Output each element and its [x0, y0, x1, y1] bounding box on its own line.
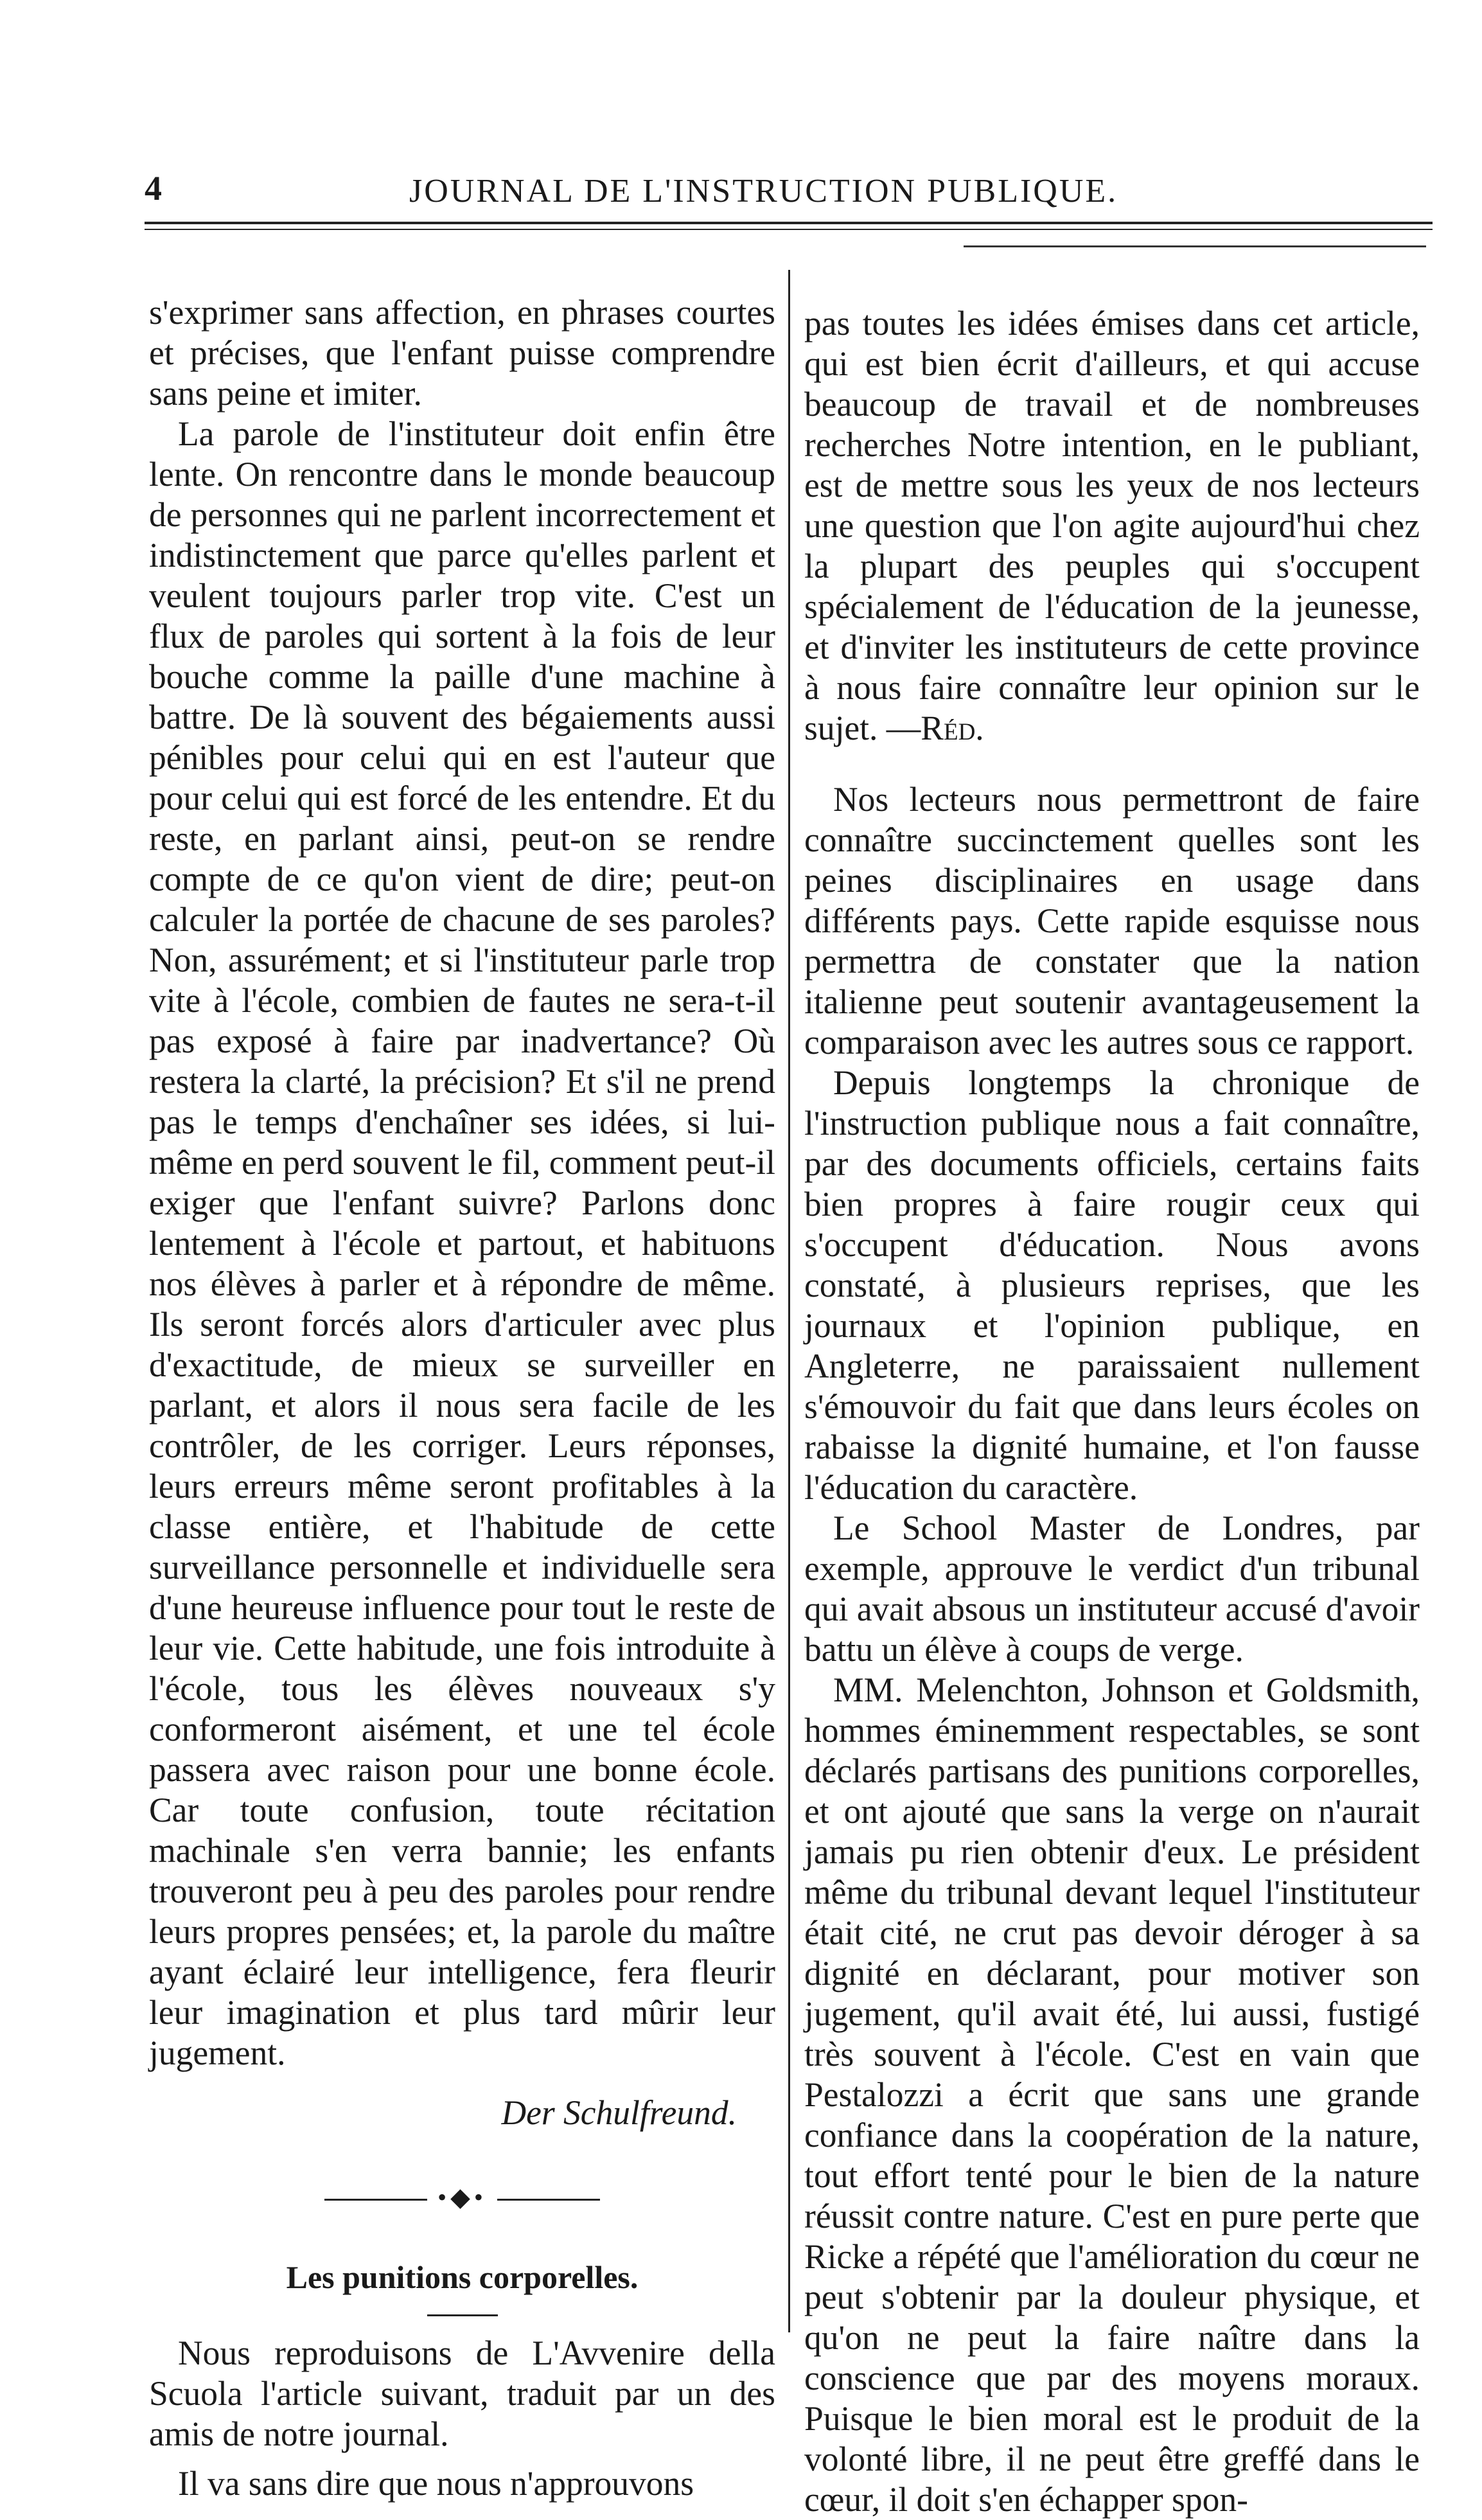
editor-mark: —Réd.	[886, 709, 984, 747]
paragraph: Nos lecteurs nous permettront de faire connaître succinctement quelles sont les peines disciplinaires en usage dans différents pays. Cette rapide esquisse nous permettra de constater que la nation italienne peut soutenir avantageusement la comparaison avec les autres sous ce rapport.	[804, 780, 1420, 1061]
left-column	[149, 292, 775, 2504]
section-rule	[427, 2314, 498, 2316]
article-signature: Der Schulfreund.	[501, 2093, 737, 2132]
page-header	[145, 168, 1429, 226]
paragraph: Le School Master de Londres, par exemple, approuve le verdict d'un tribunal qui avait absous un instituteur accusé d'avoir battu un élève à coups de verge.	[804, 1509, 1420, 1669]
paragraph	[804, 303, 1420, 749]
running-title: JOURNAL DE L'INSTRUCTION PUBLIQUE.	[409, 173, 1118, 209]
ornament-divider: •◆•	[149, 2177, 775, 2217]
paragraph: Depuis longtemps la chronique de l'instruction publique nous a fait connaître, par des documents officiels, certains faits bien propres à faire rougir ceux qui s'occupent d'éducation. Nous avons constaté, à plusieurs reprises, que les journaux et l'opinion publique, en Angleterre, ne paraissaient nullement s'émouvoir du fait que dans leurs écoles on rabaisse la dignité humaine, et l'on fausse l'éducation du caractère.	[804, 1063, 1420, 1507]
header-rule	[964, 245, 1426, 247]
column-divider	[788, 270, 790, 2332]
paragraph: s'exprimer sans affection, en phrases courtes et précises, que l'enfant puisse comprendre sans peine et imiter.	[149, 293, 775, 413]
page-number: 4	[145, 169, 162, 208]
right-column	[804, 303, 1420, 2520]
section-title: Les punitions corporelles.	[286, 2259, 639, 2295]
paragraph: La parole de l'instituteur doit enfin être lente. On rencontre dans le monde beaucoup de personnes qui ne parlent incorrectement et indistinctement que parce qu'elles parlent et veulent toujours parler trop vite. C'est un flux de paroles qui sortent à la fois de leur bouche comme la paille d'une machine à battre. De là souvent des bégaiements aussi pénibles pour celui qui en est l'auteur que pour celui qui est forcé de les entendre. Et du reste, en parlant ainsi, peut-on se rendre compte de ce qu'on vient de dire; peut-on calculer la portée de chacune de ses paroles? Non, assurément; et si l'instituteur parle trop vite à l'école, combien de fautes ne sera-t-il pas exposé à faire par inadvertance? Où restera la clarté, la précision? Et s'il ne prend pas le temps d'enchaîner ses idées, si lui-même en perd souvent le fil, comment peut-il exiger que l'enfant suivre? Parlons donc lentement à l'école et partout, et habituons nos élèves à parler et à répondre de même. Ils seront forcés alors d'articuler avec plus d'exactitude, de mieux se surveiller en parlant, et alors il nous sera facile de les contrôler, de les corriger. Leurs réponses, leurs erreurs même seront profitables à la classe entière, et l'habitude de cette surveillance personnelle et individuelle sera d'une heureuse influence pour tout le reste de leur vie. Cette habitude, une fois introduite à l'école, tous les élèves nouveaux s'y conformeront aisément, et une tel école passera avec raison pour une bonne école. Car toute confusion, toute récitation machinale s'en verra bannie; les enfants trouveront peu à peu des paroles pour rendre leurs propres pensées; et, la parole du maître ayant éclairé leur intelligence, fera fleurir leur imagination et plus tard mûrir leur jugement.	[149, 414, 775, 2072]
paragraph: Il va sans dire que nous n'approuvons	[178, 2464, 694, 2503]
header-rule	[145, 222, 1433, 224]
paragraph: MM. Melenchton, Johnson et Goldsmith, hommes éminemment respectables, se sont déclarés partisans des punitions corporelles, et ont ajouté que sans la verge on n'aurait jamais pu rien obtenir d'eux. Le président même du tribunal devant lequel l'instituteur était cité, ne crut pas devoir déroger à sa dignité en déclarant, pour motiver son jugement, qu'il avait été, lui aussi, fustigé très souvent à l'école. C'est en vain que Pestalozzi a écrit que sans une grande confiance dans la coopération de la nature, tout effort tenté pour le bien de la nature réussit contre nature. C'est en pure perte que Ricke a répété que l'amélioration du cœur ne peut s'obtenir par la douleur physique, et qu'on ne peut la faire naître dans la conscience que par des moyens moraux. Puisque le bien moral est le produit de la volonté libre, il ne peut être greffé dans le cœur, il doit s'en échapper spon-	[804, 1671, 1420, 2519]
header-rule	[145, 229, 1433, 230]
paragraph-text: pas toutes les idées émises dans cet article, qui est bien écrit d'ailleurs, et qui accuse beaucoup de travail et de nombreuses recherches Notre intention, en le publiant, est de mettre sous les yeux de nos lecteurs une question que l'on agite aujourd'hui chez la plupart des peuples qui s'occupent spécialement de l'éducation de la jeunesse, et d'inviter les instituteurs de cette province à nous faire connaître leur opinion sur le sujet.	[804, 304, 1420, 747]
paragraph: Nous reproduisons de L'Avvenire della Scuola l'article suivant, traduit par un des amis de notre journal.	[149, 2334, 775, 2453]
